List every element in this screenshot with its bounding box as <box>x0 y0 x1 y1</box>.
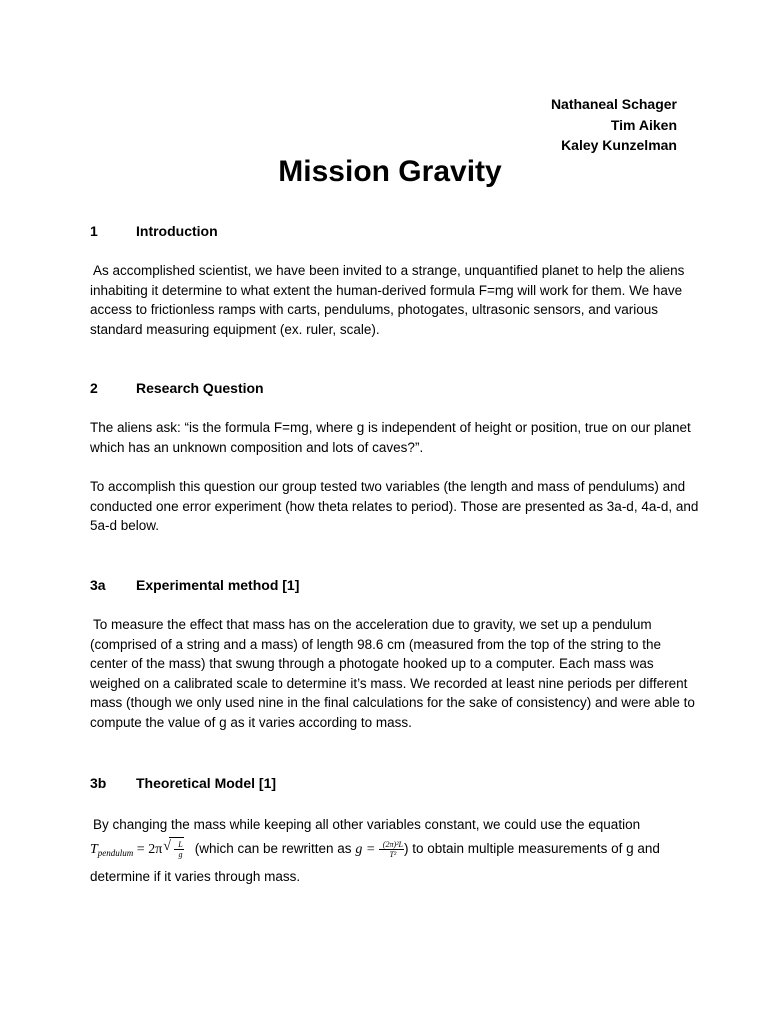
author-name: Kaley Kunzelman <box>561 137 677 153</box>
section-title: Theoretical Model [1] <box>136 775 277 791</box>
fraction-denominator: g <box>178 850 183 860</box>
section-number: 3b <box>90 775 107 791</box>
section-title: Research Question <box>136 380 264 396</box>
equation-symbol: g = <box>355 842 376 857</box>
sqrt-symbol <box>169 837 183 862</box>
period-equation <box>90 840 187 860</box>
section-introduction <box>90 221 700 339</box>
document-title: Mission Gravity <box>278 155 502 188</box>
section-title: Experimental method [1] <box>136 577 300 593</box>
paragraph: To measure the effect that mass has on the acceleration due to gravity, we set up a pendulum (comprised of a string and a mass) of length 98.6 cm (measured from the top of the string to the center of the mass) that swung through a photogate hooked up to a computer. Each mass was weighed on a calibrated scale to determine it’s mass. We recorded at least nine periods per different mass (though we only used nine in the final calculations for the sake of consistency) and were able to compute the value of g as it varies according to mass. <box>90 617 695 730</box>
author-list <box>551 94 677 156</box>
paragraph-text: ) to obtain multiple measurements of g and determine if it varies through mass. <box>90 841 660 884</box>
paragraph: The aliens ask: “is the formula F=mg, where g is independent of height or position, true on our planet which has an unknown composition and lots of caves?”. <box>90 420 691 455</box>
paragraph <box>90 813 700 889</box>
equation-subscript: pendulum <box>97 848 134 858</box>
section-research-question <box>90 378 700 536</box>
paragraph-text: By changing the mass while keeping all other variables constant, we could use the equation <box>93 817 641 832</box>
paragraph-text: (which can be rewritten as <box>194 841 352 856</box>
equation-symbol: = 2π <box>136 842 163 857</box>
section-theoretical-model <box>90 773 700 889</box>
gravity-equation <box>355 840 404 860</box>
section-experimental-method <box>90 575 700 733</box>
section-number: 3a <box>90 577 106 593</box>
section-title: Introduction <box>136 223 218 239</box>
paragraph: To accomplish this question our group tested two variables (the length and mass of pendulums) and conducted one error experiment (how theta relates to period). Those are presented as 3a-d, 4a-d, and 5a-d below. <box>90 479 699 534</box>
section-heading <box>90 773 700 793</box>
section-heading <box>90 378 700 398</box>
section-number: 2 <box>90 380 98 396</box>
paragraph: As accomplished scientist, we have been invited to a strange, unquantified planet to help the aliens inhabiting it determine to what extent the human-derived formula F=mg will work for them. We have access to frictionless ramps with carts, pendulums, photogates, ultrasonic sensors, and various standard measuring equipment (ex. ruler, scale). <box>90 263 685 337</box>
author-name: Nathaneal Schager <box>550 96 677 112</box>
fraction-denominator: T² <box>389 850 397 860</box>
fraction-numerator: (2π)²L <box>379 840 404 850</box>
equation-symbol: T <box>90 842 98 857</box>
author-name: Tim Aiken <box>610 116 677 133</box>
section-number: 1 <box>90 223 98 239</box>
fraction-numerator: √ L <box>174 840 183 850</box>
section-heading <box>90 575 700 595</box>
section-heading <box>90 221 700 241</box>
